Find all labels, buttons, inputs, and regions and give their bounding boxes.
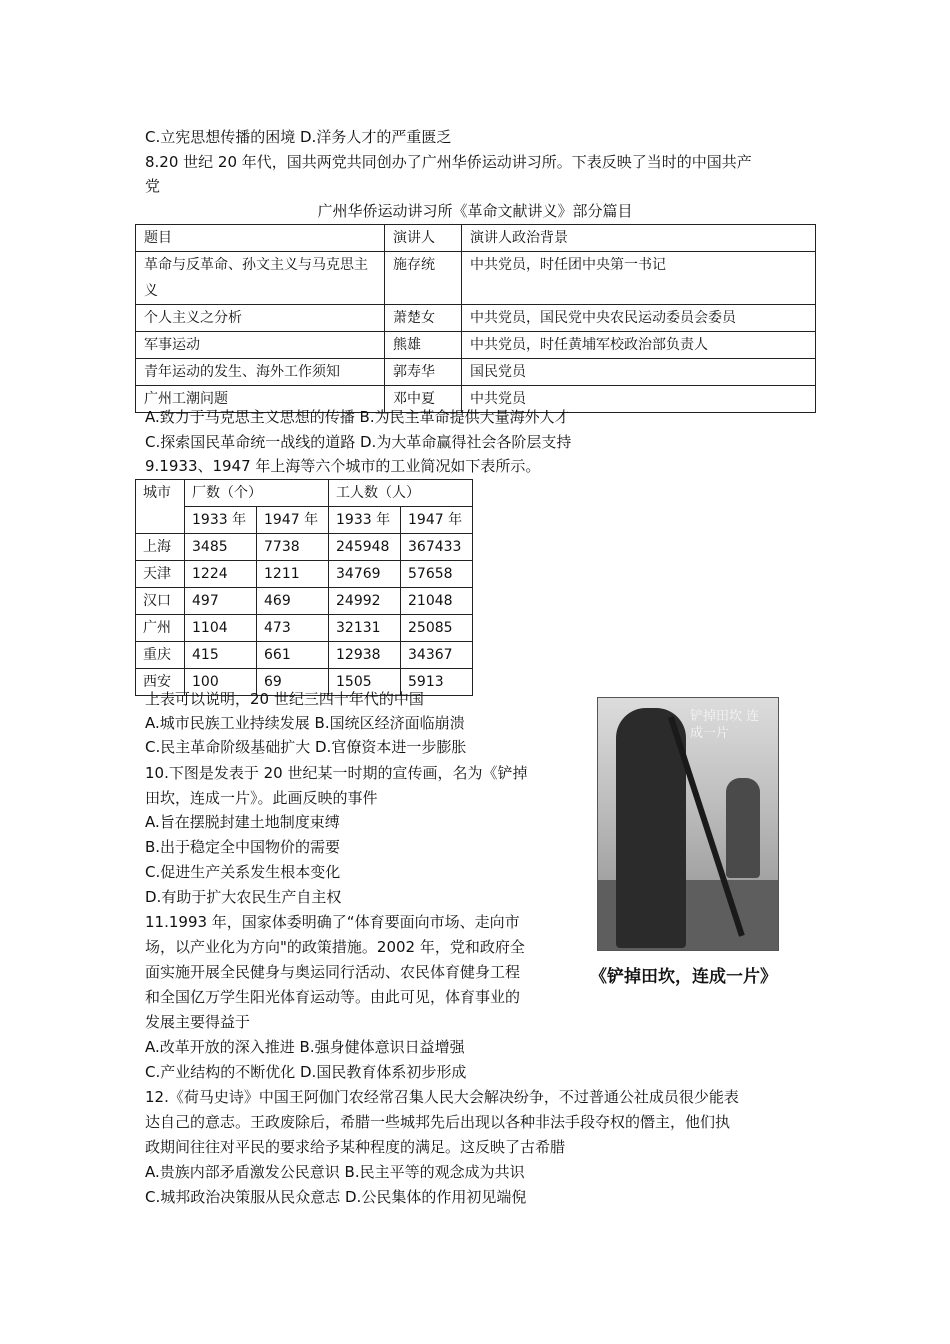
table-row (136, 359, 816, 386)
q9-conclusion: 上表可以说明，20 世纪三四十年代的中国 (145, 690, 424, 708)
table-cell: 24992 (329, 588, 401, 615)
q8-stem-line2: 党 (145, 177, 161, 195)
table-row (136, 332, 816, 359)
q9-options-line1: A.城市民族工业持续发展 B.国统区经济面临崩溃 (145, 714, 465, 732)
table-cell: 469 (257, 588, 329, 615)
table-row (136, 534, 473, 561)
q11-line: 发展主要得益于 (145, 1013, 251, 1031)
table-cell: 中共党员，时任黄埔军校政治部负责人 (462, 332, 816, 359)
q10-stem-line1: 10.下图是发表于 20 世纪某一时期的宣传画，名为《铲掉 (145, 764, 528, 782)
table-header-row (136, 480, 473, 507)
table-row (136, 588, 473, 615)
table-row (136, 642, 473, 669)
header-cell: 工人数（人） (329, 480, 473, 507)
header-cell: 1933 年 (185, 507, 257, 534)
table-cell: 497 (185, 588, 257, 615)
poster-second-figure (726, 778, 760, 878)
table-cell: 34367 (401, 642, 473, 669)
table-cell: 34769 (329, 561, 401, 588)
q11-line: 和全国亿万学生阳光体育运动等。由此可见，体育事业的 (145, 988, 521, 1006)
header-cell: 演讲人政治背景 (462, 225, 816, 252)
table-cell: 367433 (401, 534, 473, 561)
poster-caption: 《铲掉田坎，连成一片》 (590, 967, 777, 987)
table-cell: 青年运动的发生、海外工作须知 (136, 359, 385, 386)
q11-line: 场，以产业化为方向"的政策措施。2002 年，党和政府全 (145, 938, 525, 956)
q11-line: 11.1993 年，国家体委明确了“体育要面向市场、走向市 (145, 913, 520, 931)
table-cell: 100 (185, 669, 257, 696)
table-cell: 473 (257, 615, 329, 642)
table-cell: 革命与反革命、孙文主义与马克思主义 (136, 252, 385, 305)
table-cell: 广州 (136, 615, 185, 642)
table-cell: 上海 (136, 534, 185, 561)
q11-options-line2: C.产业结构的不断优化 D.国民教育体系初步形成 (145, 1063, 467, 1081)
table-cell: 熊雄 (385, 332, 462, 359)
q10-option-b: B.出于稳定全中国物价的需要 (145, 838, 341, 856)
table-cell: 32131 (329, 615, 401, 642)
table-row (136, 305, 816, 332)
table-cell: 广州工潮问题 (136, 386, 385, 413)
table-cell: 汉口 (136, 588, 185, 615)
table-cell: 245948 (329, 534, 401, 561)
table-cell: 国民党员 (462, 359, 816, 386)
table-row (136, 252, 816, 305)
table-cell: 12938 (329, 642, 401, 669)
header-cell: 1947 年 (401, 507, 473, 534)
q11-line: 面实施开展全民健身与奥运同行活动、农民体育健身工程 (145, 963, 521, 981)
table-header-row (136, 225, 816, 252)
table-cell: 个人主义之分析 (136, 305, 385, 332)
table-cell: 57658 (401, 561, 473, 588)
q8-stem-line1: 8.20 世纪 20 年代，国共两党共同创办了广州华侨运动讲习所。下表反映了当时的中国共产 (145, 153, 752, 171)
q10-stem-line2: 田坎，连成一片》。此画反映的事件 (145, 789, 378, 807)
table-cell: 萧楚女 (385, 305, 462, 332)
table-cell: 军事运动 (136, 332, 385, 359)
table-cell: 天津 (136, 561, 185, 588)
q10-option-c: C.促进生产关系发生根本变化 (145, 863, 341, 881)
table-cell: 1505 (329, 669, 401, 696)
table-cell: 3485 (185, 534, 257, 561)
table-cell: 1224 (185, 561, 257, 588)
table-cell: 中共党员，时任团中央第一书记 (462, 252, 816, 305)
q12-options-line2: C.城邦政治决策服从民众意志 D.公民集体的作用初见端倪 (145, 1188, 527, 1206)
table-cell: 郭寿华 (385, 359, 462, 386)
table-subheader-row (136, 507, 473, 534)
header-cell: 1933 年 (329, 507, 401, 534)
table-cell: 25085 (401, 615, 473, 642)
table-cell: 西安 (136, 669, 185, 696)
q7-options: C.立宪思想传播的困境 D.洋务人才的严重匮乏 (145, 128, 452, 146)
propaganda-poster-image (597, 697, 779, 951)
table-cell: 69 (257, 669, 329, 696)
table-cell: 中共党员 (462, 386, 816, 413)
q12-options-line1: A.贵族内部矛盾激发公民意识 B.民主平等的观念成为共识 (145, 1163, 525, 1181)
table-cell: 415 (185, 642, 257, 669)
header-cell: 题目 (136, 225, 385, 252)
table-cell: 1211 (257, 561, 329, 588)
q12-line: 政期间往往对平民的要求给予某种程度的满足。这反映了古希腊 (145, 1138, 566, 1156)
table-cell: 7738 (257, 534, 329, 561)
q11-options-line1: A.改革开放的深入推进 B.强身健体意识日益增强 (145, 1038, 465, 1056)
q9-stem: 9.1933、1947 年上海等六个城市的工业简况如下表所示。 (145, 457, 541, 475)
header-cell: 1947 年 (257, 507, 329, 534)
table-cell: 中共党员，国民党中央农民运动委员会委员 (462, 305, 816, 332)
q9-table (135, 479, 473, 696)
header-cell: 城市 (136, 480, 185, 534)
table-cell: 5913 (401, 669, 473, 696)
header-cell: 演讲人 (385, 225, 462, 252)
q12-line: 12.《荷马史诗》中国王阿伽门农经常召集人民大会解决纷争，不过普通公社成员很少能表 (145, 1088, 739, 1106)
q8-options-line1: A.致力于马克思主义思想的传播 B.为民主革命提供大量海外人才 (145, 408, 570, 426)
table-row (136, 561, 473, 588)
table-row (136, 615, 473, 642)
table-cell: 重庆 (136, 642, 185, 669)
q8-options-line2: C.探索国民革命统一战线的道路 D.为大革命赢得社会各阶层支持 (145, 433, 572, 451)
q8-table-caption: 广州华侨运动讲习所《革命文献讲义》部分篇目 (317, 202, 633, 220)
poster-title-text: 铲掉田坎 连成一片 (690, 709, 760, 741)
header-cell: 厂数（个） (185, 480, 329, 507)
q8-table (135, 224, 816, 413)
q12-line: 达自己的意志。王政废除后，希腊一些城邦先后出现以各种非法手段夺权的僭主，他们执 (145, 1113, 731, 1131)
table-cell: 21048 (401, 588, 473, 615)
table-cell: 施存统 (385, 252, 462, 305)
table-cell: 661 (257, 642, 329, 669)
q10-option-a: A.旨在摆脱封建土地制度束缚 (145, 813, 340, 831)
q9-options-line2: C.民主革命阶级基础扩大 D.官僚资本进一步膨胀 (145, 738, 467, 756)
table-cell: 1104 (185, 615, 257, 642)
table-cell: 邓中夏 (385, 386, 462, 413)
q10-option-d: D.有助于扩大农民生产自主权 (145, 888, 342, 906)
